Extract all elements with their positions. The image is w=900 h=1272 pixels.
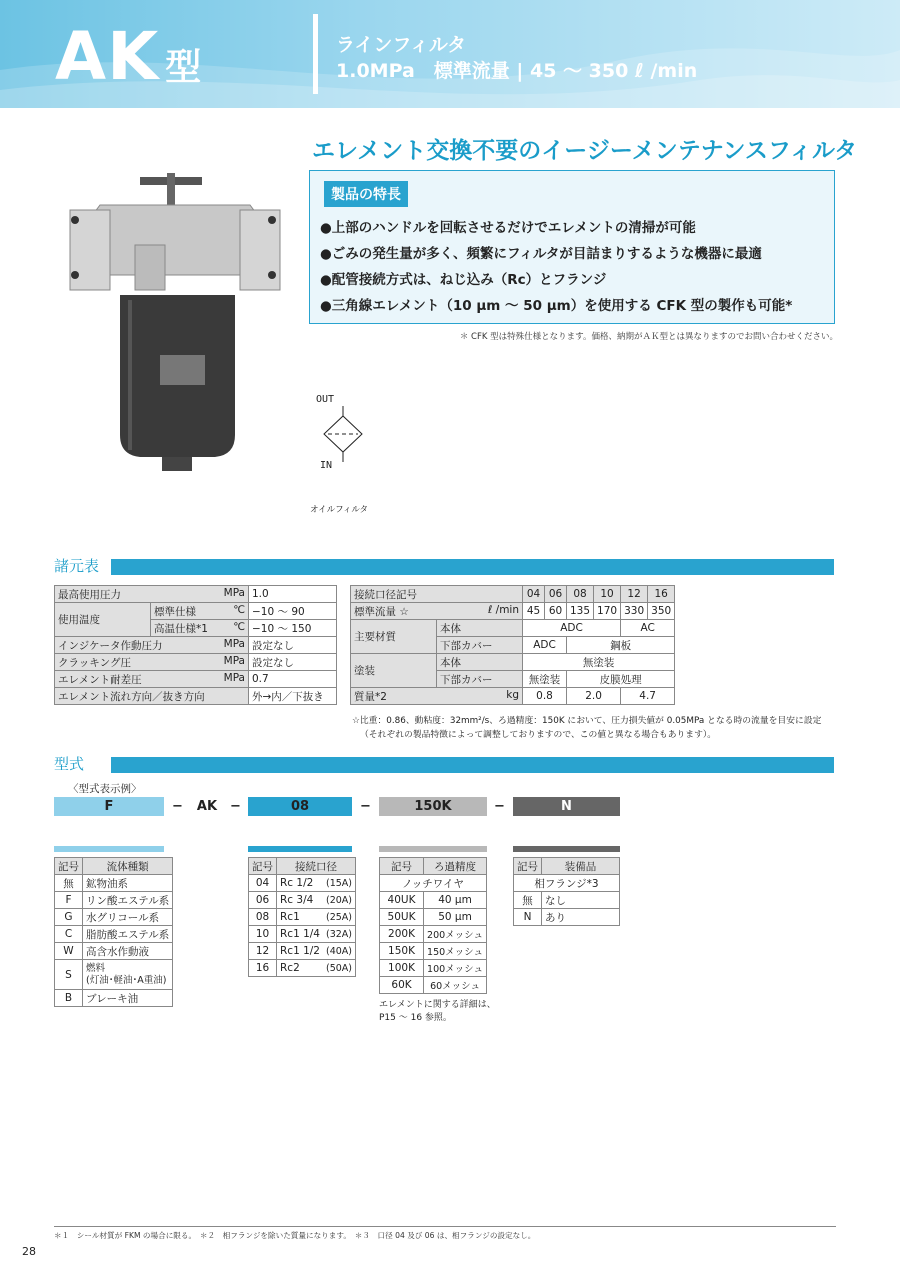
symbol-out-label: OUT [316, 394, 335, 405]
table-row [514, 909, 620, 926]
size-code: 04 [523, 586, 545, 603]
table-row [514, 875, 620, 892]
code-box-port: 08 [248, 797, 352, 816]
table-row [55, 654, 337, 671]
spec-value: 0.7 [249, 671, 337, 688]
table-cell: 150K [380, 943, 424, 960]
spec-label: 使用温度 [55, 603, 151, 637]
table-cell: W [55, 943, 83, 960]
table-cell: 06 [249, 892, 277, 909]
spec-value: 外→内／下抜き [249, 688, 337, 705]
table-cell: 04 [249, 875, 277, 892]
symbol-caption: オイルフィルタ [310, 505, 369, 515]
table-cell: 08 [249, 909, 277, 926]
page-header [0, 0, 900, 108]
footnotes: ＊１ シール材質が FKM の場合に限る。 ＊２ 相フランジを除いた質量になります。 ＊３ 口径 04 及び 06 は、相フランジの設定なし。 [54, 1231, 536, 1240]
fluid-table [54, 857, 173, 1007]
mass-value: 4.7 [621, 688, 675, 705]
table-cell: あり [542, 909, 620, 926]
table-row [380, 875, 487, 892]
port-table [248, 857, 356, 977]
table-row [55, 637, 337, 654]
table-cell: (15A) [323, 875, 356, 892]
table-row [351, 688, 675, 705]
flow-value: 135 [567, 603, 594, 620]
flow-value: 330 [621, 603, 648, 620]
table-cell: Rc1 1/2 [277, 943, 324, 960]
column-color-bar [379, 846, 487, 852]
spec-label: 高温仕様*1 ℃ [151, 620, 249, 637]
table-row [249, 960, 356, 977]
spec-label: インジケータ作動圧力 MPa [55, 637, 249, 654]
spec-value: 設定なし [249, 637, 337, 654]
feature-item: ●三角線エレメント（10 μm ～ 50 μm）を使用する CFK 型の製作も可能* [320, 298, 793, 314]
oil-filter-symbol [310, 390, 370, 470]
feature-item: ●配管接続方式は、ねじ込み（Rc）とフランジ [320, 272, 607, 288]
table-cell: (25A) [323, 909, 356, 926]
column-color-bar [248, 846, 352, 852]
size-code: 06 [545, 586, 567, 603]
table-row [55, 926, 173, 943]
flow-value: 60 [545, 603, 567, 620]
spec-section-heading [54, 557, 834, 575]
model-heading: 型式 [54, 755, 85, 773]
features-list [320, 217, 792, 321]
code-box-series: AK [196, 799, 218, 814]
table-header: 記号 [249, 858, 277, 875]
table-cell: なし [542, 892, 620, 909]
table-cell: 60メッシュ [424, 977, 487, 994]
table-row [380, 943, 487, 960]
table-cell: 鉱物油系 [83, 875, 173, 892]
table-row [351, 654, 675, 671]
product-title: ラインフィルタ [336, 34, 467, 56]
tagline: エレメント交換不要のイージーメンテナンスフィルタ [312, 137, 858, 164]
table-row [55, 960, 173, 990]
spec-note [352, 714, 821, 742]
spec-table-right [350, 585, 675, 705]
footer-rule [54, 1226, 836, 1227]
column-color-bar [54, 846, 164, 852]
table-header: 流体種類 [83, 858, 173, 875]
table-row [380, 977, 487, 994]
table-row [55, 892, 173, 909]
code-dash: − [172, 799, 183, 814]
table-row [249, 875, 356, 892]
table-row [351, 603, 675, 620]
table-row [514, 858, 620, 875]
spec-value: 設定なし [249, 654, 337, 671]
table-cell: C [55, 926, 83, 943]
spec-value: 1.0 [249, 586, 337, 603]
spec-label: 標準仕様 ℃ [151, 603, 249, 620]
model-section-heading [54, 755, 834, 773]
header-divider [313, 14, 318, 94]
table-header: ろ過精度 [424, 858, 487, 875]
table-row [380, 892, 487, 909]
spec-label: 下部カバー [437, 637, 523, 654]
table-cell: (20A) [323, 892, 356, 909]
mass-value: 0.8 [523, 688, 567, 705]
element-note: エレメントに関する詳細は、 P15 ～ 16 参照。 [379, 1000, 496, 1023]
table-row [380, 926, 487, 943]
code-box-filtration: 150K [379, 797, 487, 816]
size-code: 08 [567, 586, 594, 603]
table-cell: N [514, 909, 542, 926]
table-cell: (40A) [323, 943, 356, 960]
table-row [249, 926, 356, 943]
spec-label: 最高使用圧力 MPa [55, 586, 249, 603]
table-cell: S [55, 960, 83, 990]
table-header: 記号 [514, 858, 542, 875]
product-photo [60, 165, 290, 475]
spec-label: 本体 [437, 654, 523, 671]
table-row [351, 586, 675, 603]
flow-value: 45 [523, 603, 545, 620]
table-cell: 高含水作動液 [83, 943, 173, 960]
table-row [55, 671, 337, 688]
table-cell: 40 μm [424, 892, 487, 909]
table-row [55, 909, 173, 926]
table-cell: 10 [249, 926, 277, 943]
spec-label: エレメント流れ方向／抜き方向 [55, 688, 249, 705]
code-dash: − [360, 799, 371, 814]
code-dash: − [494, 799, 505, 814]
table-cell: 40UK [380, 892, 424, 909]
spec-note-line: （それぞれの製品特徴によって調整しておりますので、この値と異なる場合もあります）。 [360, 730, 717, 740]
option-table [513, 857, 620, 926]
table-cell: 水グリコール系 [83, 909, 173, 926]
size-code: 10 [594, 586, 621, 603]
size-code: 16 [648, 586, 675, 603]
flow-value: 350 [648, 603, 675, 620]
table-row [380, 858, 487, 875]
table-header: 記号 [55, 858, 83, 875]
table-row [55, 943, 173, 960]
table-cell: 無 [55, 875, 83, 892]
code-box-fluid: F [54, 797, 164, 816]
table-row [380, 909, 487, 926]
model-name: AK 型 [55, 18, 203, 95]
column-color-bar [513, 846, 620, 852]
model-example-title: 〈型式表示例〉 [68, 783, 142, 795]
spec-label: エレメント耐差圧 MPa [55, 671, 249, 688]
heading-bar [111, 757, 834, 773]
table-row [380, 960, 487, 977]
features-note: ＊ CFK 型は特殊仕様となります。価格、納期がＡＫ型とは異なりますのでお問い合わせください。 [459, 332, 838, 342]
table-cell: 200K [380, 926, 424, 943]
table-row [55, 875, 173, 892]
spec-table-left [54, 585, 337, 705]
paint-value: 無塗装 [523, 671, 567, 688]
table-cell: 50UK [380, 909, 424, 926]
table-cell: Rc1 [277, 909, 324, 926]
table-cell: 50 μm [424, 909, 487, 926]
paint-value: 無塗装 [523, 654, 675, 671]
material-value: AC [621, 620, 675, 637]
features-box [309, 170, 835, 324]
product-subtitle: 1.0MPa 標準流量 | 45 ～ 350 ℓ /min [336, 60, 698, 82]
table-cell: Rc2 [277, 960, 324, 977]
filtration-table [379, 857, 487, 994]
spec-label: 標準流量 ☆ ℓ /min [351, 603, 523, 620]
table-cell: 60K [380, 977, 424, 994]
table-cell: 150メッシュ [424, 943, 487, 960]
code-box-option: N [513, 797, 620, 816]
symbol-in-label: IN [320, 460, 333, 470]
table-row [249, 943, 356, 960]
spec-heading: 諸元表 [54, 557, 100, 575]
table-row [249, 892, 356, 909]
table-cell: B [55, 990, 83, 1007]
spec-value: −10 ～ 150 [249, 620, 337, 637]
spec-label: クラッキング圧 MPa [55, 654, 249, 671]
table-header: 記号 [380, 858, 424, 875]
spec-label: 主要材質 [351, 620, 437, 654]
spec-label: 下部カバー [437, 671, 523, 688]
table-row [249, 909, 356, 926]
spec-label: 質量*2 kg [351, 688, 523, 705]
flow-value: 170 [594, 603, 621, 620]
table-cell: (50A) [323, 960, 356, 977]
material-value: ADC [523, 637, 567, 654]
table-header: 接続口径 [277, 858, 356, 875]
material-value: ADC [523, 620, 621, 637]
code-dash: − [230, 799, 241, 814]
table-cell: 相フランジ*3 [514, 875, 620, 892]
table-row [55, 990, 173, 1007]
spec-note-line: ☆比重：0.86、動粘度：32mm²/s、ろ過精度：150K において、圧力損失値が 0.05MPa となる時の流量を目安に設定 [352, 716, 822, 726]
material-value: 鋼板 [567, 637, 675, 654]
table-header: 装備品 [542, 858, 620, 875]
spec-value: −10 ～ 90 [249, 603, 337, 620]
table-cell: G [55, 909, 83, 926]
table-cell: 16 [249, 960, 277, 977]
table-row [55, 858, 173, 875]
features-label: 製品の特長 [324, 181, 408, 207]
table-cell: Rc1 1/4 [277, 926, 324, 943]
table-row [55, 688, 337, 705]
table-cell: Rc 1/2 [277, 875, 324, 892]
spec-label: 接続口径記号 [351, 586, 523, 603]
table-cell: ノッチワイヤ [380, 875, 487, 892]
feature-item: ●ごみの発生量が多く、頻繁にフィルタが目詰まりするような機器に最適 [320, 246, 762, 262]
table-cell: 100メッシュ [424, 960, 487, 977]
table-row [55, 603, 337, 620]
table-cell: リン酸エステル系 [83, 892, 173, 909]
table-cell: ブレーキ油 [83, 990, 173, 1007]
heading-bar [111, 559, 834, 575]
spec-label: 本体 [437, 620, 523, 637]
table-cell: 12 [249, 943, 277, 960]
table-row [55, 586, 337, 603]
table-row [351, 620, 675, 637]
table-row [249, 858, 356, 875]
table-cell: 燃料 (灯油･軽油･A重油) [83, 960, 173, 990]
mass-value: 2.0 [567, 688, 621, 705]
table-cell: 脂肪酸エステル系 [83, 926, 173, 943]
table-cell: 200メッシュ [424, 926, 487, 943]
table-cell: 100K [380, 960, 424, 977]
size-code: 12 [621, 586, 648, 603]
paint-value: 皮膜処理 [567, 671, 675, 688]
table-cell: 無 [514, 892, 542, 909]
table-cell: Rc 3/4 [277, 892, 324, 909]
feature-item: ●上部のハンドルを回転させるだけでエレメントの清掃が可能 [320, 220, 696, 236]
table-cell: F [55, 892, 83, 909]
spec-label: 塗装 [351, 654, 437, 688]
table-cell: (32A) [323, 926, 356, 943]
table-row [514, 892, 620, 909]
page-number: 28 [22, 1245, 36, 1258]
